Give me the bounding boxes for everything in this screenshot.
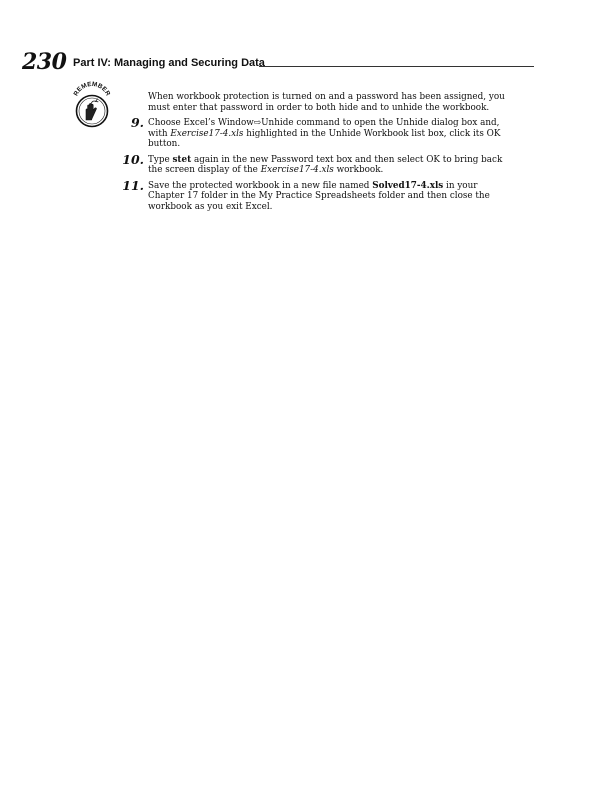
step-number: 9.: [130, 115, 144, 130]
remember-icon-label: REMEMBER: [72, 80, 112, 98]
file-name: Exercise17-4.xls: [260, 165, 334, 175]
remember-paragraph: When workbook protection is turned on and a password has been assigned, you must enter that password in order to both hide and to unhide the workbook.: [148, 92, 505, 113]
remember-icon-graphic: [70, 80, 114, 130]
remember-hand-icon: [70, 80, 114, 130]
page-content: [122, 92, 513, 217]
password-text: stet: [172, 154, 192, 165]
step-text: Save the protected workbook in a new file named Solved17-4.xls in your Chapter 17 folder in the My Practice Spreadsheets folder and then close the workbook as you exit Excel.: [148, 180, 490, 212]
file-name: Exercise17-4.xls: [170, 128, 244, 139]
header-rule: [259, 66, 534, 67]
file-name: Solved17-4.xls: [372, 180, 444, 191]
page-number: 230: [22, 49, 67, 75]
step-9: [130, 115, 513, 150]
step-text: Type stet again in the new Password text box and then select OK to bring back the screen display of the Exercise17-4.xls workbook.: [148, 154, 503, 175]
part-title: Part IV: Managing and Securing Data: [73, 57, 265, 69]
step-10: [122, 151, 513, 176]
step-number: 11.: [122, 177, 144, 193]
page-header: [22, 50, 534, 74]
step-number: 10.: [122, 151, 144, 167]
step-text: Choose Excel’s Window⇨Unhide command to open the Unhide dialog box and, with Exercise17-4.xls highlighted in the Unhide Workbook list box, click its OK button.: [148, 118, 501, 149]
menu-arrow-symbol: ⇨: [253, 118, 262, 128]
step-11: [122, 177, 513, 213]
